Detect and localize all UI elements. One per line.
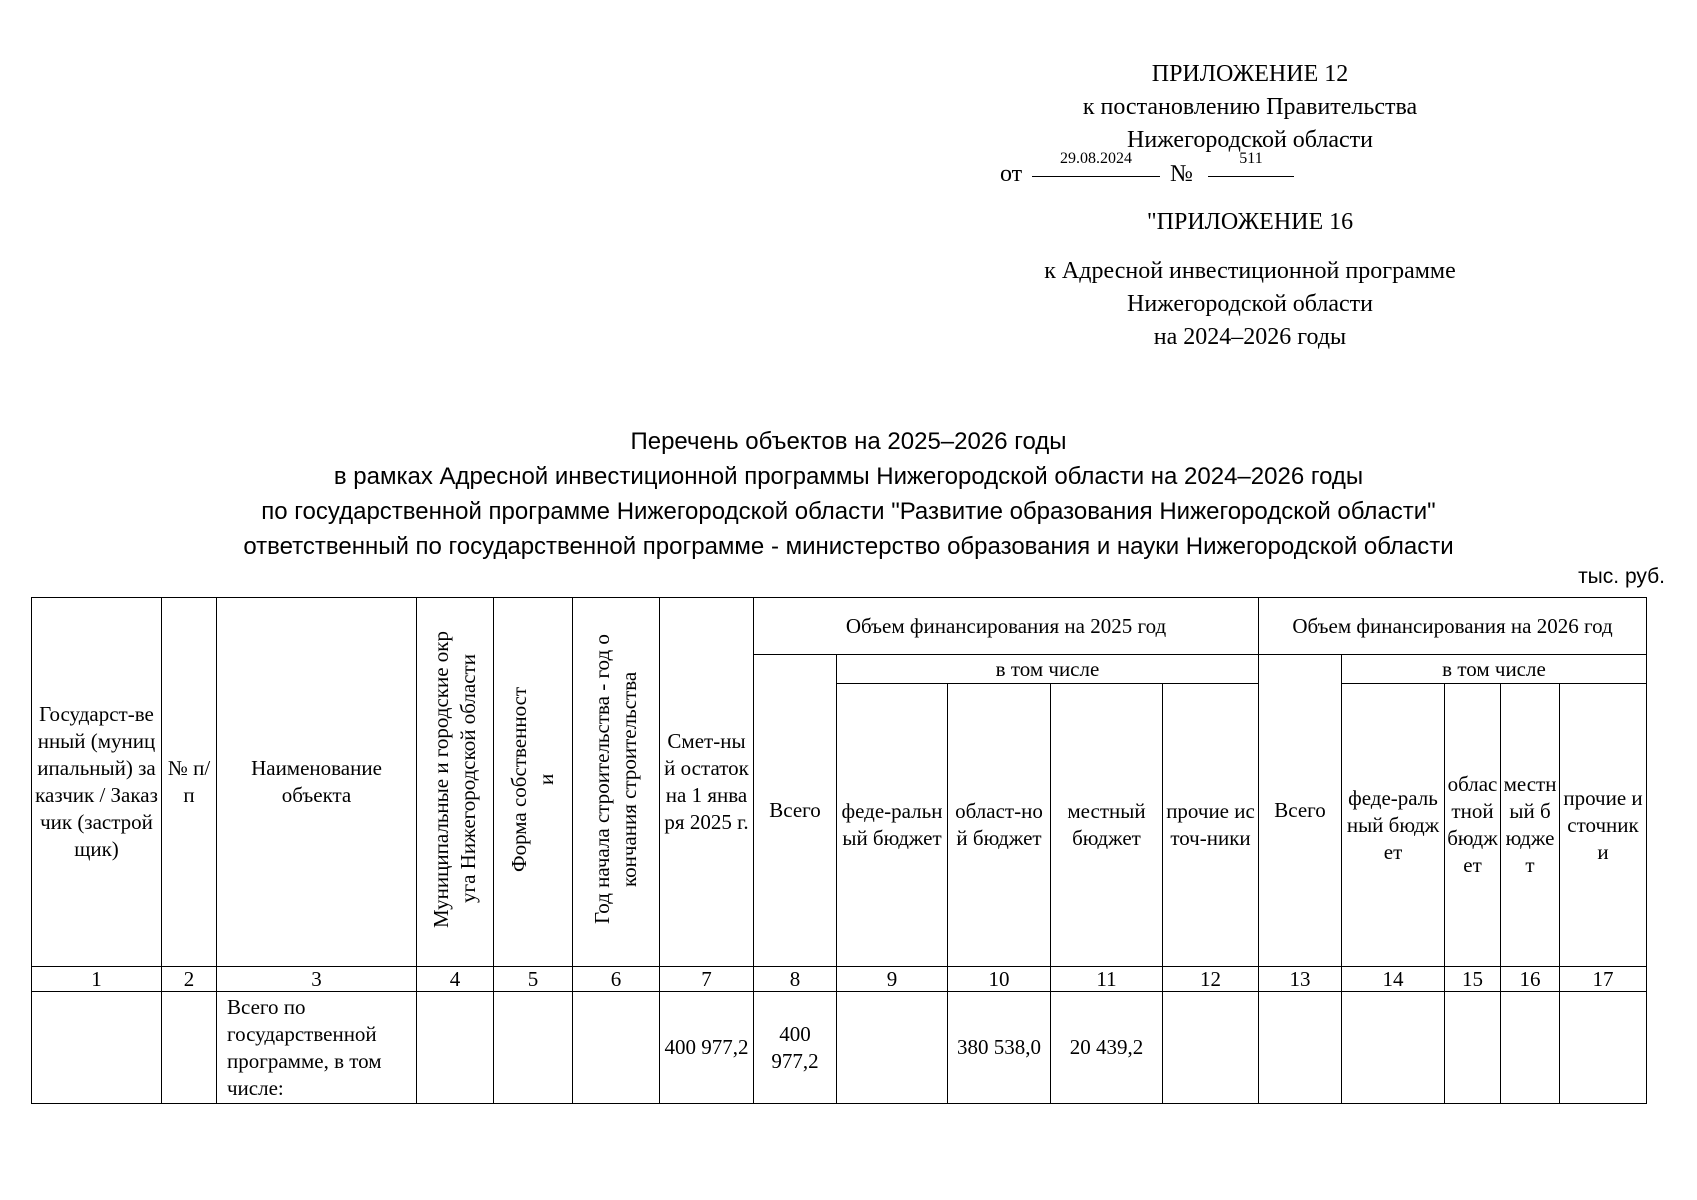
cell-local-2025: 20 439,2 — [1051, 992, 1163, 1104]
header-customer: Государст-венный (муниципальный) заказчик / Заказчик (застройщик) — [32, 598, 162, 967]
appendix16-line-4: на 2024–2026 годы — [1153, 324, 1347, 350]
cell-ownership — [494, 992, 573, 1104]
appendix-title: ПРИЛОЖЕНИЕ 12 — [1151, 61, 1349, 87]
cell-municipal — [417, 992, 494, 1104]
column-number: 8 — [754, 967, 837, 992]
column-number: 9 — [837, 967, 948, 992]
appendix16-title: "ПРИЛОЖЕНИЕ 16 — [1146, 209, 1354, 235]
column-number: 14 — [1342, 967, 1445, 992]
header-estimate: Смет-ный остаток на 1 января 2025 г. — [660, 598, 754, 967]
header-other-2025: прочие источ-ники — [1163, 684, 1259, 967]
column-number: 1 — [32, 967, 162, 992]
header-row-1 — [32, 598, 1647, 655]
header-num: № п/п — [162, 598, 217, 967]
cell-years — [573, 992, 660, 1104]
heading-line-2: в рамках Адресной инвестиционной программы Нижегородской области на 2024–2026 годы — [333, 463, 1364, 490]
number-field — [1208, 150, 1294, 177]
cell-regional-2025: 380 538,0 — [948, 992, 1051, 1104]
cell-total-2025: 400 977,2 — [754, 992, 837, 1104]
cell-federal-2026 — [1342, 992, 1445, 1104]
cell-federal-2025 — [837, 992, 948, 1104]
header-local-2025: местный бюджет — [1051, 684, 1163, 967]
column-number: 5 — [494, 967, 573, 992]
header-total-2026: Всего — [1259, 655, 1342, 967]
column-number: 3 — [217, 967, 417, 992]
header-ownership — [494, 598, 573, 967]
number-value: 511 — [1239, 150, 1263, 167]
header-municipal-text: Муниципальные и городские округа Нижегородской области — [429, 630, 480, 928]
header-total-2025: Всего — [754, 655, 837, 967]
heading-line-3: по государственной программе Нижегородской области "Развитие образования Нижегородской области" — [261, 498, 1436, 525]
column-number: 2 — [162, 967, 217, 992]
header-including-2025: в том числе — [837, 655, 1259, 684]
appendix-line-3: Нижегородской области — [1126, 127, 1374, 153]
appendix16-line-2: к Адресной инвестиционной программе — [1044, 258, 1456, 284]
objects-table — [31, 597, 1647, 1104]
cell-object-name: Всего по государственной программе, в том числе: — [217, 992, 417, 1104]
header-including-2026: в том числе — [1342, 655, 1647, 684]
date-field — [1032, 150, 1160, 177]
cell-other-2026 — [1560, 992, 1647, 1104]
header-years-text: Год начала строительства - год окончания строительства — [590, 633, 641, 924]
column-number: 15 — [1445, 967, 1501, 992]
date-prefix: от — [1000, 161, 1023, 187]
appendix16-line-3: Нижегородской области — [1126, 291, 1374, 317]
header-regional-2025: област-ной бюджет — [948, 684, 1051, 967]
column-number: 13 — [1259, 967, 1342, 992]
cell-regional-2026 — [1445, 992, 1501, 1104]
cell-num — [162, 992, 217, 1104]
column-numbers-row — [32, 967, 1647, 992]
header-object-name: Наименование объекта — [217, 598, 417, 967]
appendix-line-2: к постановлению Правительства — [1082, 94, 1418, 120]
cell-customer — [32, 992, 162, 1104]
header-fin-2026: Объем финансирования на 2026 год — [1259, 598, 1647, 655]
header-federal-2026: феде-ральный бюджет — [1342, 684, 1445, 967]
header-years — [573, 598, 660, 967]
number-sign: № — [1170, 161, 1193, 187]
column-number: 10 — [948, 967, 1051, 992]
cell-estimate: 400 977,2 — [660, 992, 754, 1104]
column-number: 16 — [1501, 967, 1560, 992]
column-number: 11 — [1051, 967, 1163, 992]
table-row — [32, 992, 1647, 1104]
column-number: 7 — [660, 967, 754, 992]
column-number: 4 — [417, 967, 494, 992]
date-value: 29.08.2024 — [1060, 150, 1132, 167]
column-number: 6 — [573, 967, 660, 992]
header-fin-2025: Объем финансирования на 2025 год — [754, 598, 1259, 655]
header-federal-2025: феде-ральный бюджет — [837, 684, 948, 967]
heading-line-4: ответственный по государственной программе - министерство образования и науки Нижегородской области — [243, 533, 1454, 560]
header-regional-2026: областной бюджет — [1445, 684, 1501, 967]
header-other-2026: прочие источники — [1560, 684, 1647, 967]
column-number: 17 — [1560, 967, 1647, 992]
column-number: 12 — [1163, 967, 1259, 992]
cell-total-2026 — [1259, 992, 1342, 1104]
header-ownership-text: Форма собственности — [507, 685, 558, 872]
header-municipal — [417, 598, 494, 967]
cell-other-2025 — [1163, 992, 1259, 1104]
heading-line-1: Перечень объектов на 2025–2026 годы — [630, 428, 1067, 455]
header-local-2026: местный бюджет — [1501, 684, 1560, 967]
units-label: тыс. руб. — [1578, 565, 1665, 588]
cell-local-2026 — [1501, 992, 1560, 1104]
